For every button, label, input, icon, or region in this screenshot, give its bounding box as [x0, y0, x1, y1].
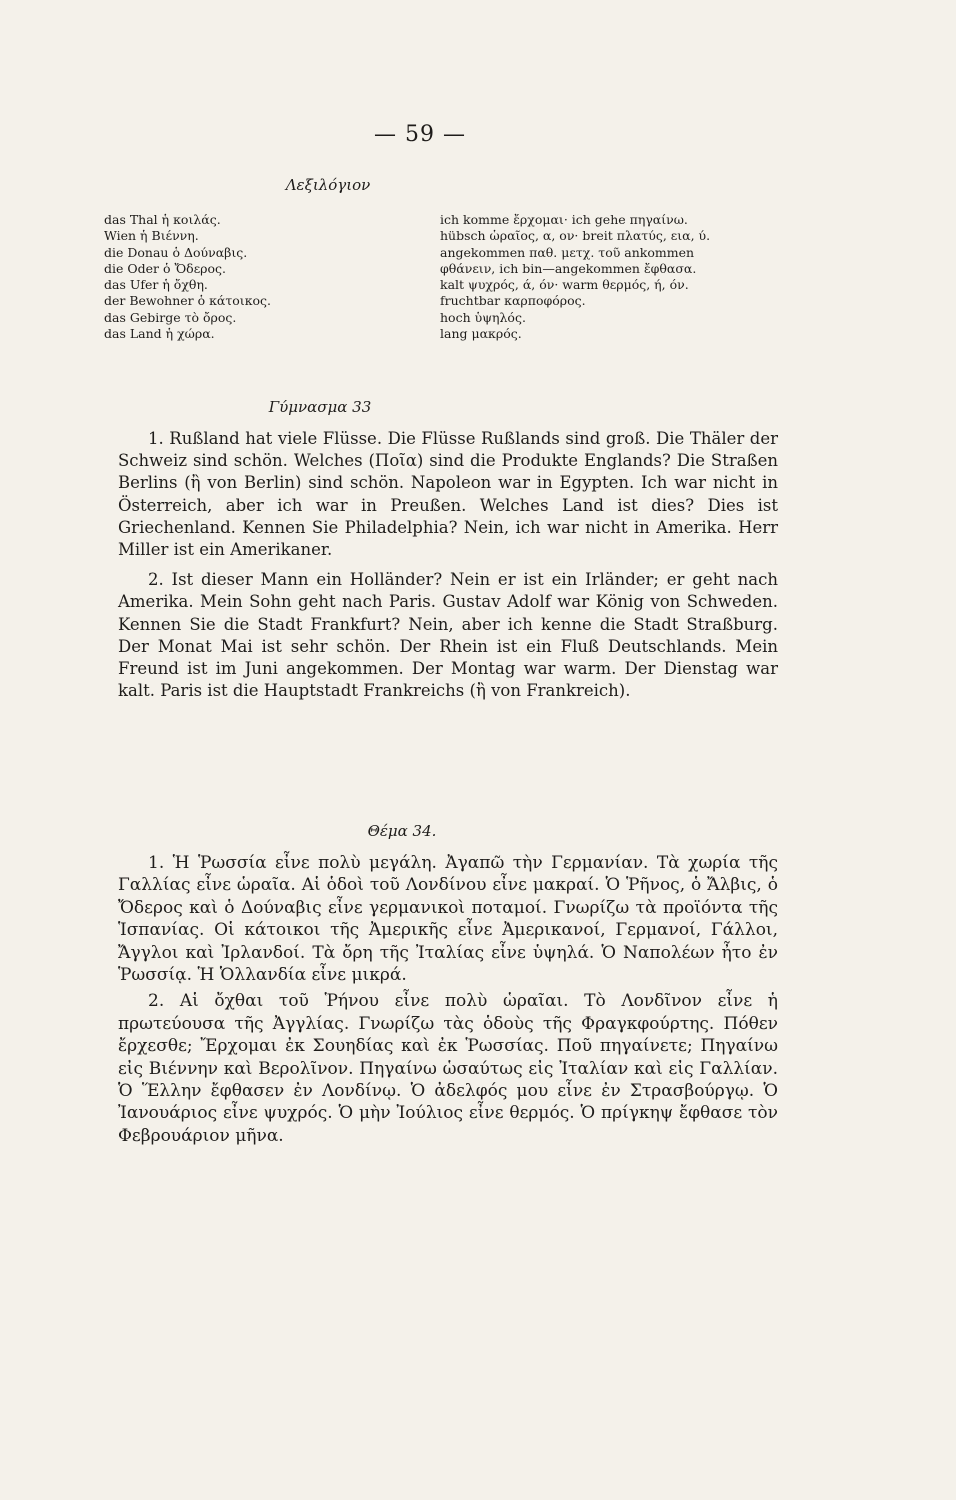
glossary-left-column [104, 212, 324, 342]
exercise-paragraph-1: 1. Rußland hat viele Flüsse. Die Flüsse Rußlands sind groß. Die Thäler der Schweiz sind schön. Welches (Ποῖα) sind die Produkte Englands? Die Straßen Berlins (ἢ von Berlin) sind schön. Napoleon war in Egypten. Ich war nicht in Österreich, aber ich war in Preußen. Welches Land ist dies? Dies ist Griechenland. Kennen Sie Philadelphia? Nein, ich war nicht in Amerika. Herr Miller ist ein Amerikaner. [118, 429, 778, 560]
page-number: — 59 — [374, 122, 466, 147]
glossary-entry: die Oder ὁ Ὄδερος. [104, 260, 227, 276]
glossary-entry: fruchtbar καρποφόρος. [440, 293, 586, 309]
theme-title: Θέμα 34. [367, 822, 437, 840]
exercise-33-text [118, 428, 778, 702]
glossary-title: Λεξιλόγιον [285, 176, 371, 194]
glossary-entry: das Gebirge τὸ ὄρος. [104, 309, 237, 325]
theme-paragraph-2: 2. Αἱ ὄχθαι τοῦ Ῥήνου εἶνε πολὺ ὡραῖαι. Τὸ Λονδῖνον εἶνε ἡ πρωτεύουσα τῆς Ἀγγλίας. Γνωρίζω τὰς ὁδοὺς τῆς Φραγκφούρτης. Πόθεν ἔρχεσθε; Ἔρχομαι ἐκ Σουηδίας καὶ ἐκ Ῥωσσίας. Ποῦ πηγαίνετε; Πηγαίνω εἰς Βιέννην καὶ Βερολῖνον. Πηγαίνω ὡσαύτως εἰς Ἰταλίαν καὶ εἰς Γαλλίαν. Ὁ Ἕλλην ἔφθασεν ἐν Λονδίνῳ. Ὁ ἀδελφός μου εἶνε ἐν Στρασβούργῳ. Ὁ Ἰανουάριος εἶνε ψυχρός. Ὁ μὴν Ἰούλιος εἶνε θερμός. Ὁ πρίγκηψ ἔφθασε τὸν Φεβρουάριον μῆνα. [118, 991, 778, 1146]
glossary-entry: die Donau ὁ Δούναβις. [104, 244, 248, 260]
glossary-entry: angekommen παθ. μετχ. τοῦ ankommen [440, 244, 695, 260]
glossary-entry: lang μακρός. [440, 326, 522, 342]
glossary-entry: ich komme ἔρχομαι· ich gehe πηγαίνω. [440, 212, 688, 227]
theme-paragraph-1: 1. Ἡ Ῥωσσία εἶνε πολὺ μεγάλη. Ἀγαπῶ τὴν Γερμανίαν. Τὰ χωρία τῆς Γαλλίας εἶνε ὡραῖα. Αἱ ὁδοὶ τοῦ Λονδίνου εἶνε μακραί. Ὁ Ῥῆνος, ὁ Ἄλβις, ὁ Ὄδερος καὶ ὁ Δούναβις εἶνε γερμανικοὶ ποταμοί. Γνωρίζω τὰ προϊόντα τῆς Ἱσπανίας. Οἱ κάτοικοι τῆς Ἀμερικῆς εἶνε Ἀμερικανοί, Γερμανοί, Γάλλοι, Ἄγγλοι καὶ Ἰρλανδοί. Τὰ ὄρη τῆς Ἰταλίας εἶνε ὑψηλά. Ὁ Ναπολέων ἦτο ἐν Ῥωσσίᾳ. Ἡ Ὁλλανδία εἶνε μικρά. [118, 853, 778, 986]
exercise-title: Γύμνασμα 33 [268, 398, 372, 416]
glossary-entry: φθάνειν, ich bin—angekommen ἔφθασα. [440, 260, 697, 276]
glossary-entry: hoch ὑψηλός. [440, 309, 526, 325]
glossary-entry: kalt ψυχρός, ά, όν· warm θερμός, ή, όν. [440, 277, 689, 293]
exercise-paragraph-2: 2. Ist dieser Mann ein Holländer? Nein er ist ein Irländer; er geht nach Amerika. Mein Sohn geht nach Paris. Gustav Adolf war König von Schweden. Kennen Sie die Stadt Frankfurt? Nein, aber ich kenne die Stadt Straßburg. Der Monat Mai ist sehr schön. Der Rhein ist ein Fluß Deutschlands. Mein Freund ist im Juni angekommen. Der Montag war warm. Der Dienstag war kalt. Paris ist die Hauptstadt Frankreichs (ἢ von Frankreich). [118, 570, 778, 701]
glossary-entry: hübsch ὡραῖος, α, ον· breit πλατύς, εια, ύ. [440, 228, 711, 244]
glossary-entry: das Ufer ἡ ὄχθη. [104, 277, 208, 293]
glossary-entry: der Bewohner ὁ κάτοικος. [104, 293, 272, 309]
theme-34-text [118, 852, 778, 1147]
glossary-entry: das Land ἡ χώρα. [104, 326, 215, 342]
glossary-entry: das Thal ἡ κοιλάς. [104, 212, 221, 227]
glossary-entry: Wien ἡ Βιέννη. [104, 228, 199, 244]
glossary-right-column [440, 212, 840, 342]
